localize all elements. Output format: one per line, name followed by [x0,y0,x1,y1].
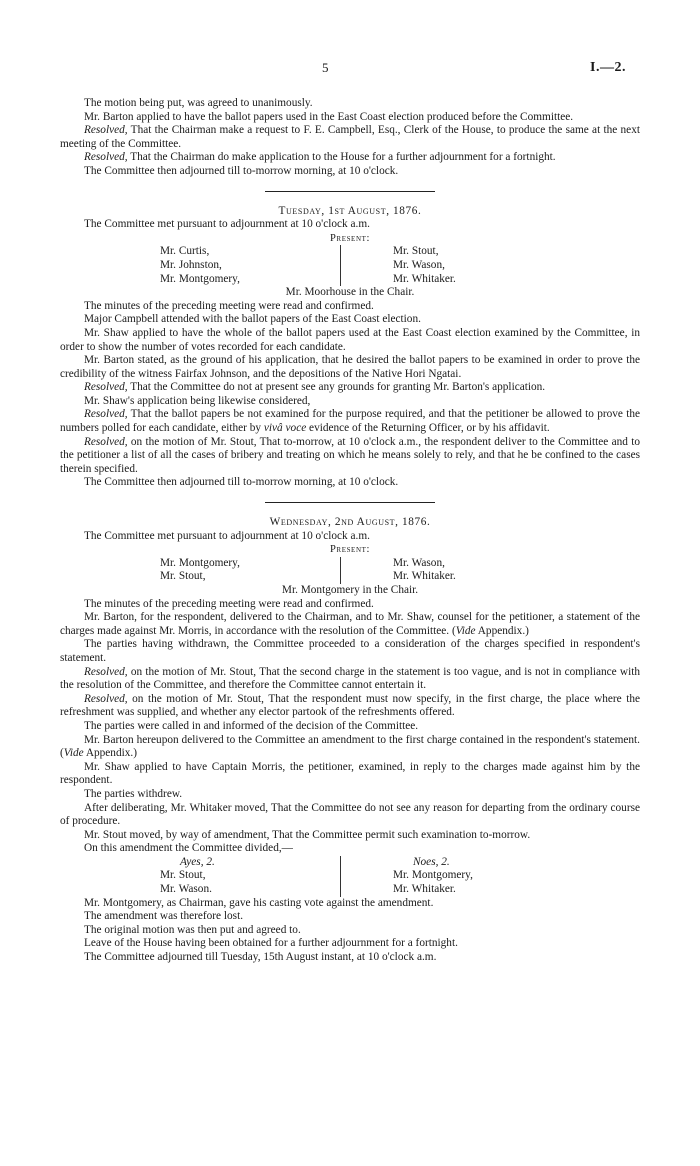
division-list [160,856,520,897]
paragraph-text: That the Committee do not at present see any grounds for granting Mr. Barton's application. [127,381,546,394]
paragraph: Mr. Shaw applied to have the whole of the ballot papers used at the East Coast election examined by the Committee, in order to show the number of votes recorded for each candidate. [60,326,640,353]
paragraph [60,124,640,151]
member-name: Mr. Montgomery, [393,869,473,882]
resolved-label: Resolved, [84,435,128,448]
paragraph: The original motion was then put and agreed to. [84,923,301,936]
paragraph-text: on the motion of Mr. Stout, That the respondent must now specify, in the first charge, the place where the refreshment was supplied, and whether any elector partook of the refreshments offered. [60,692,640,719]
resolved-label: Resolved, [84,381,128,394]
paragraph [60,381,640,395]
paragraph: After deliberating, Mr. Whitaker moved, That the Committee do not see any reason for departing from the ordinary course of procedure. [60,801,640,828]
ayes-label: Ayes, 2. [180,855,215,868]
member-name: Mr. Montgomery, [160,272,240,285]
present-label: Present: [329,544,370,556]
paragraph: Mr. Barton applied to have the ballot papers used in the East Coast election produced before the Committee. [84,110,574,123]
resolved-label: Resolved, [84,692,128,705]
member-name: Mr. Johnston, [160,258,222,271]
member-name: Mr. Montgomery, [160,556,240,569]
paragraph-text: That the ballot papers be not examined for the purpose required, and that the petitioner be allowed to prove the numbers polled for each candidate, either by [60,408,640,435]
paragraph: Mr. Barton stated, as the ground of his application, that he desired the ballot papers to be examined in order to prove the credibility of the witness Fairfax Johnson, and the depositions of the Native Hori Ngatai. [60,354,640,380]
paragraph [60,666,640,693]
member-name: Mr. Stout, [160,869,206,882]
noes-column [340,856,520,897]
attendance-right [340,557,520,584]
paragraph: The minutes of the preceding meeting were read and confirmed. [84,597,374,610]
paragraph: The minutes of the preceding meeting were read and confirmed. [84,299,374,312]
meeting-intro: The Committee met pursuant to adjournment at 10 o'clock a.m. [84,218,370,231]
paragraph: The amendment was therefore lost. [84,910,244,923]
attendance-right [340,245,520,286]
paragraph [60,408,640,435]
paragraph: The Committee adjourned till Tuesday, 15th August instant, at 10 o'clock a.m. [84,951,437,964]
member-name: Mr. Stout, [160,570,206,583]
attendance-list [160,245,520,286]
paragraph [60,693,640,720]
member-name: Mr. Whitaker. [393,883,456,896]
paragraph: Mr. Shaw's application being likewise considered, [84,394,311,407]
member-name: Mr. Wason, [393,556,445,569]
paragraph: The Committee then adjourned till to-morrow morning, at 10 o'clock. [84,476,399,489]
paragraph-text: Mr. Barton hereupon delivered to the Committee an amendment to the first charge contained in the respondent's statement. ( [60,733,640,760]
document-reference: I.—2. [590,60,626,75]
paragraph-text: evidence of the Returning Officer, or by his affidavit. [306,422,550,435]
chair-line: Mr. Moorhouse in the Chair. [285,286,415,299]
paragraph [60,611,640,638]
resolved-label: Resolved, [84,408,128,421]
paragraph: Major Campbell attended with the ballot papers of the East Coast election. [84,313,421,326]
attendance-list [160,557,520,584]
paragraph: Mr. Montgomery, as Chairman, gave his casting vote against the amendment. [84,896,434,909]
paragraph: The parties were called in and informed of the decision of the Committee. [84,719,419,732]
paragraph [60,436,640,477]
paragraph-text: on the motion of Mr. Stout, That to-morrow, at 10 o'clock a.m., the respondent deliver to the Committee and to the petitioner a list of all the cases of bribery and treating on which he means solely to rely, and that he be confined to the cases therein specified. [60,435,640,475]
resolved-label: Resolved, [84,124,128,137]
paragraph-text: That the Chairman make a request to F. E. Campbell, Esq., Clerk of the House, to produce the same at the next meeting of the Committee. [60,124,640,150]
paragraph [60,734,640,761]
meeting-date: Wednesday, 2nd August, 1876. [269,516,431,529]
member-name: Mr. Wason. [160,883,212,896]
meeting-date: Tuesday, 1st August, 1876. [278,204,422,217]
paragraph: On this amendment the Committee divided,— [84,842,293,855]
member-name: Mr. Stout, [393,245,439,258]
noes-label: Noes, 2. [413,855,450,868]
vide-label: Vide [455,624,476,637]
document-body [60,97,640,965]
paragraph: The Committee then adjourned till to-morrow morning, at 10 o'clock. [84,164,399,177]
paragraph: Leave of the House having been obtained for a further adjournment for a fortnight. [84,937,458,950]
section-divider [265,191,435,192]
paragraph-text: Appendix.) [475,624,529,637]
meeting-intro: The Committee met pursuant to adjournment at 10 o'clock a.m. [84,529,370,542]
member-name: Mr. Whitaker. [393,272,456,285]
chair-line: Mr. Montgomery in the Chair. [281,584,419,596]
paragraph-text: Mr. Barton, for the respondent, delivered to the Chairman, and to Mr. Shaw, counsel for the petitioner, a statement of the charges made against Mr. Morris, in accordance with the resolution of the Committee. ( [60,611,640,637]
ayes-column [160,856,340,897]
paragraph-text: That the Chairman do make application to the House for a further adjournment for a fortnight. [127,151,556,164]
page-number: 5 [322,60,329,75]
attendance-left [160,245,340,286]
paragraph: The motion being put, was agreed to unanimously. [84,97,313,109]
attendance-left [160,557,340,584]
section-divider [265,502,435,503]
latin-phrase: vivâ voce [263,422,307,435]
paragraph-text: on the motion of Mr. Stout, That the second charge in the statement is too vague, and is not in compliance with the resolution of the Committee, and therefore the Committee cannot entertain it. [60,665,640,692]
member-name: Mr. Wason, [393,258,445,271]
paragraph-text: Appendix.) [83,747,137,760]
resolved-label: Resolved, [84,151,128,164]
paragraph: The parties withdrew. [84,787,183,800]
paragraph: Mr. Stout moved, by way of amendment, That the Committee permit such examination to-morrow. [84,828,531,841]
paragraph: The parties having withdrawn, the Committee proceeded to a consideration of the charges specified in respondent's statement. [60,638,640,664]
present-label: Present: [329,232,370,244]
member-name: Mr. Curtis, [160,245,210,258]
paragraph: Mr. Shaw applied to have Captain Morris, the petitioner, examined, in reply to the charges made against him by the respondent. [60,760,640,787]
member-name: Mr. Whitaker. [393,570,456,583]
vide-label: Vide [63,747,84,760]
paragraph [60,151,640,165]
resolved-label: Resolved, [84,665,128,678]
